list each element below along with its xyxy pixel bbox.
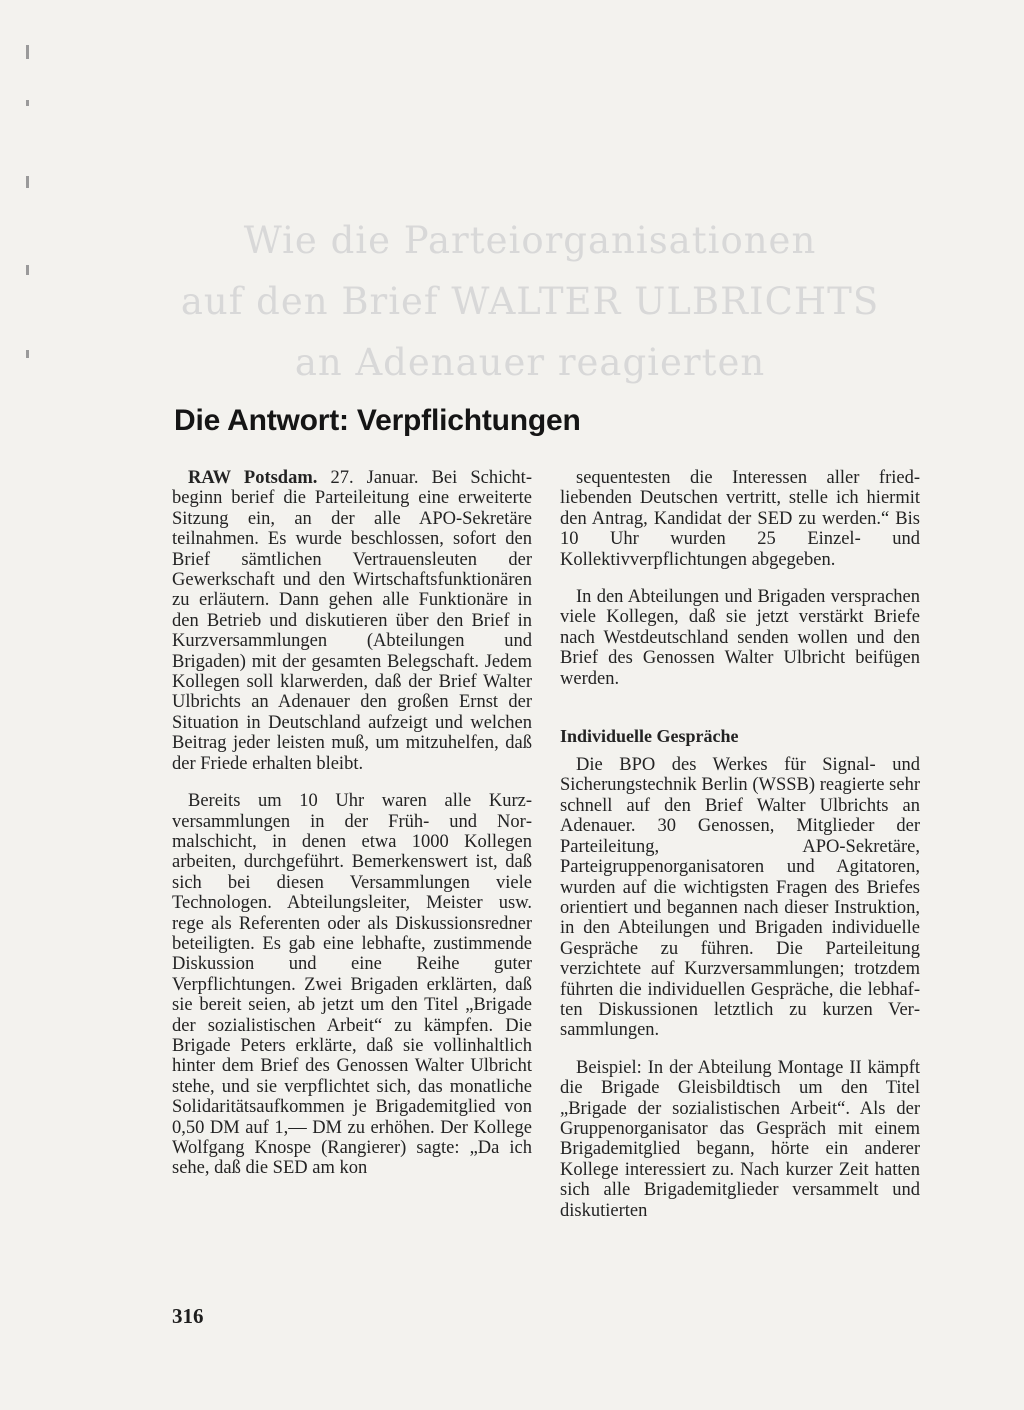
paragraph-raw-potsdam [172,468,532,774]
article-title: Die Antwort: Verpflichtungen [174,404,581,437]
paragraph-continuation: sequentesten die Interessen aller friedliebenden Deutschen vertritt, stelle ich hiermit den Antrag, Kandidat der SED zu werden.“ Bis 10 Uhr wurden 25 Einzel- und Kollektivverpflichtungen abgegeben. [560,468,920,570]
paragraph-kurzversammlungen: Bereits um 10 Uhr waren alle Kurzversammlungen in der Früh- und Normalschicht, in denen etwa 1000 Kollegen arbeiten, durchgeführt. Bemerkenswert ist, daß sich bei diesen Versammlungen viele Technologen. Abteilungsleiter, Meister usw. rege als Referenten oder als Diskussionsredner beteiligten. Es gab eine lebhafte, zustimmende Diskussion und eine Reihe guter Verpflichtungen. Zwei Brigaden erklärten, daß sie bereit seien, ab jetzt um den Titel „Brigade der sozialistischen Arbeit“ zu kämpfen. Die Brigade Peters erklärte, daß sie vollinhaltlich hinter dem Brief des Genossen Walter Ulbricht stehe, und sie verpflichtet sich, das monatliche Solidaritätsaufkommen je Brigademitglied von 0,50 DM auf 1,— DM zu erhöhen. Der Kollege Wolfgang Knospe (Rangierer) sagte: „Da ich sehe, daß die SED am kon [172,791,532,1179]
faded-series-heading [170,210,890,393]
faded-heading-line-2: auf den Brief WALTER ULBRICHTS [180,280,880,323]
scan-margin-mark [26,45,29,59]
paragraph-lead-location: RAW Potsdam. [188,468,318,488]
page-number: 316 [172,1304,204,1328]
paragraph-beispiel: Beispiel: In der Abteilung Montage II kämpft die Brigade Gleisbildtisch um den Titel „Brigade der sozialistischen Arbeit“. Als der Gruppenorganisator das Gespräch mit einem Brigademitglied begann, hörte ein anderer Kollege interessiert zu. Nach kurzer Zeit hatten sich alle Brigademitglieder versammelt und diskutierten [560,1057,920,1221]
left-text-column [172,468,532,1196]
paragraph-briefe-westdeutschland: In den Abteilungen und Brigaden versprachen viele Kollegen, daß sie jetzt verstärkt Briefe nach Westdeutschland senden wollen und den Brief des Genossen Walter Ulbricht beifügen werden. [560,587,920,689]
scan-margin-mark [26,265,29,275]
right-text-column [560,468,920,1238]
scan-margin-mark [26,176,29,188]
faded-heading-line-3: an Adenauer reagierten [294,341,766,384]
paragraph-body: 27. Januar. Bei Schichtbeginn berief die Parteileitung eine erweiterte Sitzung ein, an der alle APO-Sekretäre teilnahmen. Es wurde beschlossen, sofort den Brief sämtlichen Vertrauensleuten der Gewerkschaft und den Wirtschaftsfunktionären zu erläutern. Dann gehen alle Funktionäre in den Betrieb und diskutieren über den Brief in Kurzversammlungen (Abteilungen und Brigaden) mit der gesamten Belegschaft. Jedem Kollegen soll klarwerden, daß der Brief Walter Ulbrichts an Adenauer den großen Ernst der Situation in Deutschland aufzeigt und welchen Beitrag jeder leisten muß, um mitzuhelfen, daß der Friede erhalten bleibt. [172,468,532,774]
paragraph-wssb: Die BPO des Werkes für Signal- und Sicherungstechnik Berlin (WSSB) reagierte sehr schnell auf den Brief Walter Ulbrichts an Adenauer. 30 Genossen, Mitglieder der Parteileitung, APO-Sekretäre, Parteigruppenorganisatoren und Agitatoren, wurden auf die wichtigsten Fragen des Briefes orientiert und begannen nach dieser Instruktion, in den Abteilungen und Brigaden individuelle Gespräche zu führen. Die Parteileitung verzichtete auf Kurzversammlungen; trotzdem führten die individuellen Gespräche, die lebhaften Diskussionen letztlich zu kurzen Versammlungen. [560,755,920,1041]
subheading-individuelle-gespraeche: Individuelle Gespräche [560,726,739,747]
faded-heading-line-1: Wie die Parteiorganisationen [243,219,817,262]
scan-margin-mark [26,350,29,358]
scan-margin-mark [26,100,29,106]
